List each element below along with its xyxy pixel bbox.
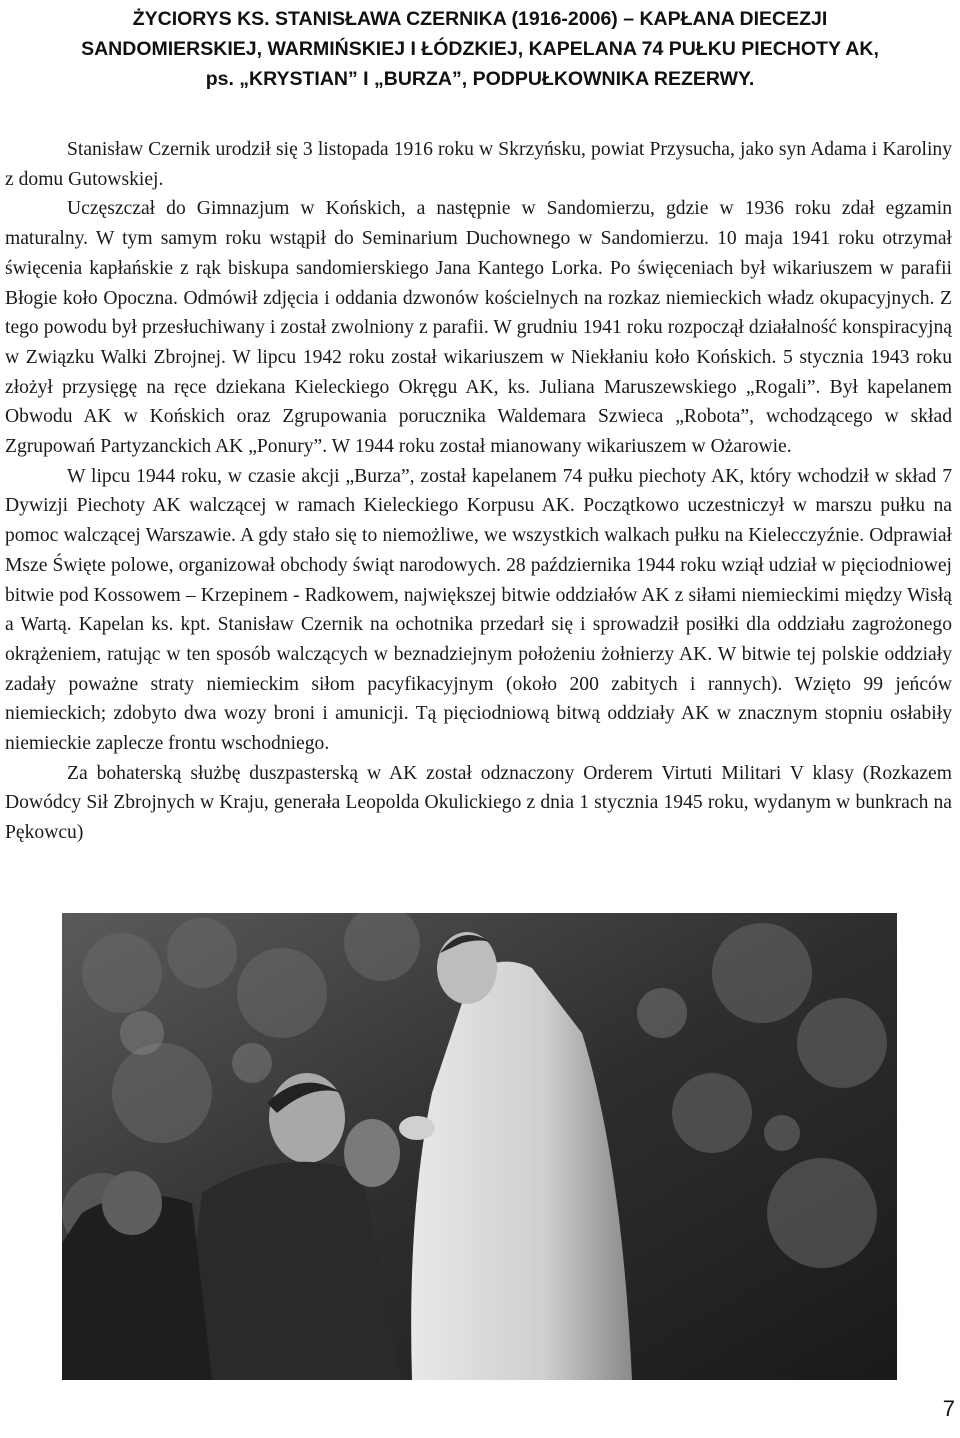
title-line-1: ŻYCIORYS KS. STANISŁAWA CZERNIKA (1916-2006) – KAPŁANA DIECEZJI xyxy=(132,8,828,30)
page-number: 7 xyxy=(942,1396,955,1421)
page-title xyxy=(0,4,960,94)
title-line-2: SANDOMIERSKIEJ, WARMIŃSKIEJ I ŁÓDZKIEJ, KAPELANA 74 PUŁKU PIECHOTY AK, xyxy=(81,38,879,60)
photo-illustration xyxy=(62,913,897,1380)
paragraph-education: Uczęszczał do Gimnazjum w Końskich, a następnie w Sandomierzu, gdzie w 1936 roku zdał egzamin maturalny. W tym samym roku wstąpił do Seminarium Duchownego w Sandomierzu. 10 maja 1941 roku otrzymał święcenia kapłańskie z rąk biskupa sandomierskiego Jana Kantego Lorka. Po święceniach był wikariuszem w parafii Błogie koło Opoczna. Odmówił zdjęcia i oddania dzwonów kościelnych na rozkaz niemieckich władz okupacyjnych. Z tego powodu był przesłuchiwany i został zwolniony z parafii. W grudniu 1941 roku rozpoczął działalność konspiracyjną w Związku Walki Zbrojnej. W lipcu 1942 roku został wikariuszem w Niekłaniu koło Końskich. 5 stycznia 1943 roku złożył przysięgę na ręce dziekana Kieleckiego Okręgu AK, ks. Juliana Maruszewskiego „Rogali”. Był kapelanem Obwodu AK w Końskich oraz Zgrupowania porucznika Waldemara Szwieca „Robota”, wchodzącego w skład Zgrupowań Partyzanckich AK „Ponury”. W 1944 roku został mianowany wikariuszem w Ożarowie. xyxy=(5,198,952,458)
title-line-3: ps. „KRYSTIAN” I „BURZA”, PODPUŁKOWNIKA REZERWY. xyxy=(205,68,755,90)
paragraph-birth: Stanisław Czernik urodził się 3 listopada 1916 roku w Skrzyńsku, powiat Przysucha, jako syn Adama i Karoliny z domu Gutowskiej. xyxy=(5,139,952,190)
paragraph-decoration: Za bohaterską służbę duszpasterską w AK został odznaczony Orderem Virtuti Militari V klasy (Rozkazem Dowódcy Sił Zbrojnych w Kraju, generała Leopolda Okulickiego z dnia 1 stycznia 1945 roku, wydanym w bunkrach na Pękowcu) xyxy=(5,762,952,844)
historical-photograph xyxy=(62,913,897,1380)
paragraph-burza: W lipcu 1944 roku, w czasie akcji „Burza”, został kapelanem 74 pułku piechoty AK, który wchodził w skład 7 Dywizji Piechoty AK walczącej w ramach Kieleckiego Korpusu AK. Początkowo uczestniczył w marszu pułku na pomoc walczącej Warszawie. A gdy stało się to niemożliwe, we wszystkich walkach pułku na Kielecczyźnie. Odprawiał Msze Święte polowe, organizował obchody świąt narodowych. 28 października 1944 roku wziął udział w pięciodniowej bitwie pod Kossowem – Krzepinem - Radkowem, największej bitwie oddziałów AK z siłami niemieckimi między Wisłą a Wartą. Kapelan ks. kpt. Stanisław Czernik na ochotnika przedarł się i sprowadził posiłki dla oddziału zagrożonego okrążeniem, ratując w ten sposób walczących w beznadziejnym położeniu żołnierzy AK. W bitwie tej polskie oddziały zadały poważne straty niemieckim siłom pacyfikacyjnym (około 200 zabitych i rannych). Wzięto 99 jeńców niemieckich; zdobyto dwa wozy broni i amunicji. Tą pięciodniową bitwą oddziały AK w znacznym stopniu osłabiły niemieckie zaplecze frontu wschodniego. xyxy=(5,465,952,755)
biography-text xyxy=(5,135,952,848)
